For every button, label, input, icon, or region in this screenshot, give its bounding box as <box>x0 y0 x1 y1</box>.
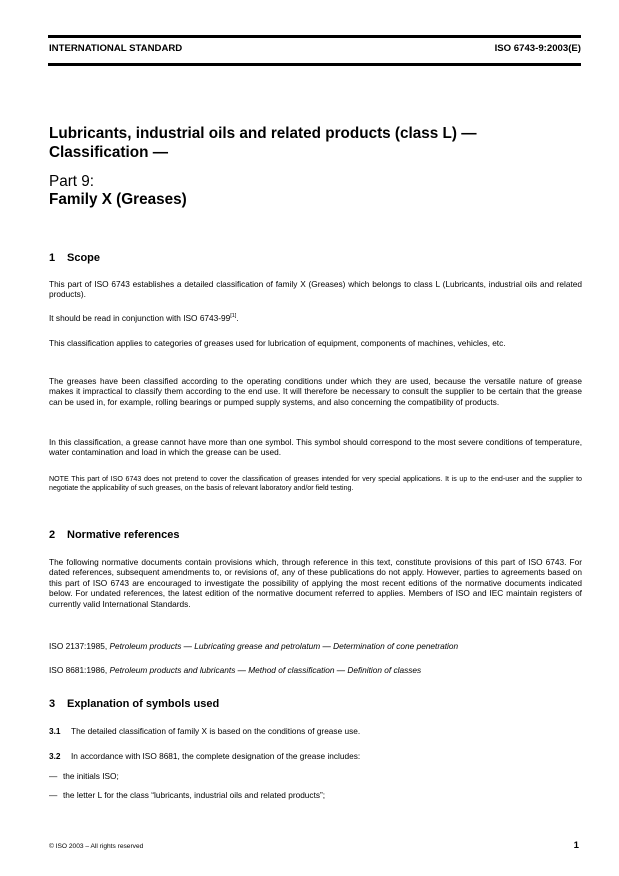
scope-paragraph-2-text: It should be read in conjunction with ISO 6743-99 <box>49 313 231 323</box>
section-title: Normative references <box>67 529 180 541</box>
list-item-initials <box>49 771 582 781</box>
period: . <box>236 313 239 323</box>
header-rule-top <box>48 35 581 38</box>
list-item-text: the letter L for the class “lubricants, industrial oils and related products”; <box>63 790 326 800</box>
scope-note: NOTE This part of ISO 6743 does not pretend to cover the classification of greases intended for very special applications. It is up to the end-user and the supplier to negotiate the applicability of such greases, on the basis of relevant laboratory and/or field testing. <box>49 475 582 492</box>
clause-3-2 <box>49 751 582 761</box>
section-number: 2 <box>49 529 56 541</box>
section-number: 1 <box>49 252 56 264</box>
clause-3-1 <box>49 726 582 736</box>
reference-iso-8681 <box>49 665 582 675</box>
header-rule-bottom <box>48 63 581 66</box>
footer-copyright: © ISO 2003 – All rights reserved <box>49 843 144 850</box>
list-item-letter-l <box>49 790 582 800</box>
title-line-1: Lubricants, industrial oils and related products (class L) — <box>49 125 477 142</box>
normative-references-paragraph: The following normative documents contain provisions which, through reference in this text, constitute provisions of this part of ISO 6743. For dated references, subsequent amendments to, or revisions of, any of these publications do not apply. However, parties to agreements based on this part of ISO 6743 are encouraged to investigate the possibility of applying the most recent editions of the normative documents indicated below. For undated references, the latest edition of the normative document referred to applies. Members of ISO and IEC maintain registers of currently valid International Standards. <box>49 557 582 609</box>
section-title: Explanation of symbols used <box>67 698 220 710</box>
section-heading-normative-references <box>49 529 180 541</box>
reference-iso-2137 <box>49 641 582 651</box>
footer-page-number: 1 <box>573 840 579 851</box>
section-heading-symbols <box>49 698 219 710</box>
title-line-2: Classification — <box>49 144 169 161</box>
header-standard-type: INTERNATIONAL STANDARD <box>49 43 183 54</box>
scope-paragraph-4: The greases have been classified according to the operating conditions under which they are used, because the versatile nature of grease makes it impractical to classify them according to the end use. It will therefore be necessary to consult the supplier to be certain that the grease can be used in, for example, rolling bearings or pumped supply systems, and also concerning the compatibility of products. <box>49 376 582 407</box>
reference-1-link[interactable]: [1] <box>230 313 237 319</box>
list-item-text: the initials ISO; <box>63 771 119 781</box>
clause-number: 3.1 <box>49 726 61 736</box>
section-heading-scope <box>49 252 100 264</box>
document-title <box>49 124 582 162</box>
clause-text: In accordance with ISO 8681, the complete designation of the grease includes: <box>71 751 361 761</box>
reference-title: Petroleum products — Lubricating grease and petrolatum — Determination of cone penetration <box>109 641 459 651</box>
part-title: Family X (Greases) <box>49 191 187 208</box>
reference-title: Petroleum products and lubricants — Method of classification — Definition of classes <box>109 665 422 675</box>
part-label: Part 9: <box>49 173 95 190</box>
scope-paragraph-2 <box>49 313 582 323</box>
scope-paragraph-3: This classification applies to categories of greases used for lubrication of equipment, components of machines, vehicles, etc. <box>49 338 506 348</box>
clause-number: 3.2 <box>49 751 61 761</box>
reference-code: ISO 8681:1986, <box>49 665 108 675</box>
clause-text: The detailed classification of family X is based on the conditions of grease use. <box>71 726 361 736</box>
list-dash: — <box>49 771 58 781</box>
header-document-id: ISO 6743-9:2003(E) <box>494 43 581 54</box>
section-number: 3 <box>49 698 56 710</box>
list-dash: — <box>49 790 58 800</box>
scope-paragraph-1: This part of ISO 6743 establishes a detailed classification of family X (Greases) which belongs to class L (Lubricants, industrial oils and related products). <box>49 279 582 300</box>
section-title: Scope <box>67 252 101 264</box>
reference-code: ISO 2137:1985, <box>49 641 108 651</box>
scope-paragraph-5: In this classification, a grease cannot have more than one symbol. This symbol should correspond to the most severe conditions of temperature, water contamination and load in which the grease can be used. <box>49 437 582 458</box>
